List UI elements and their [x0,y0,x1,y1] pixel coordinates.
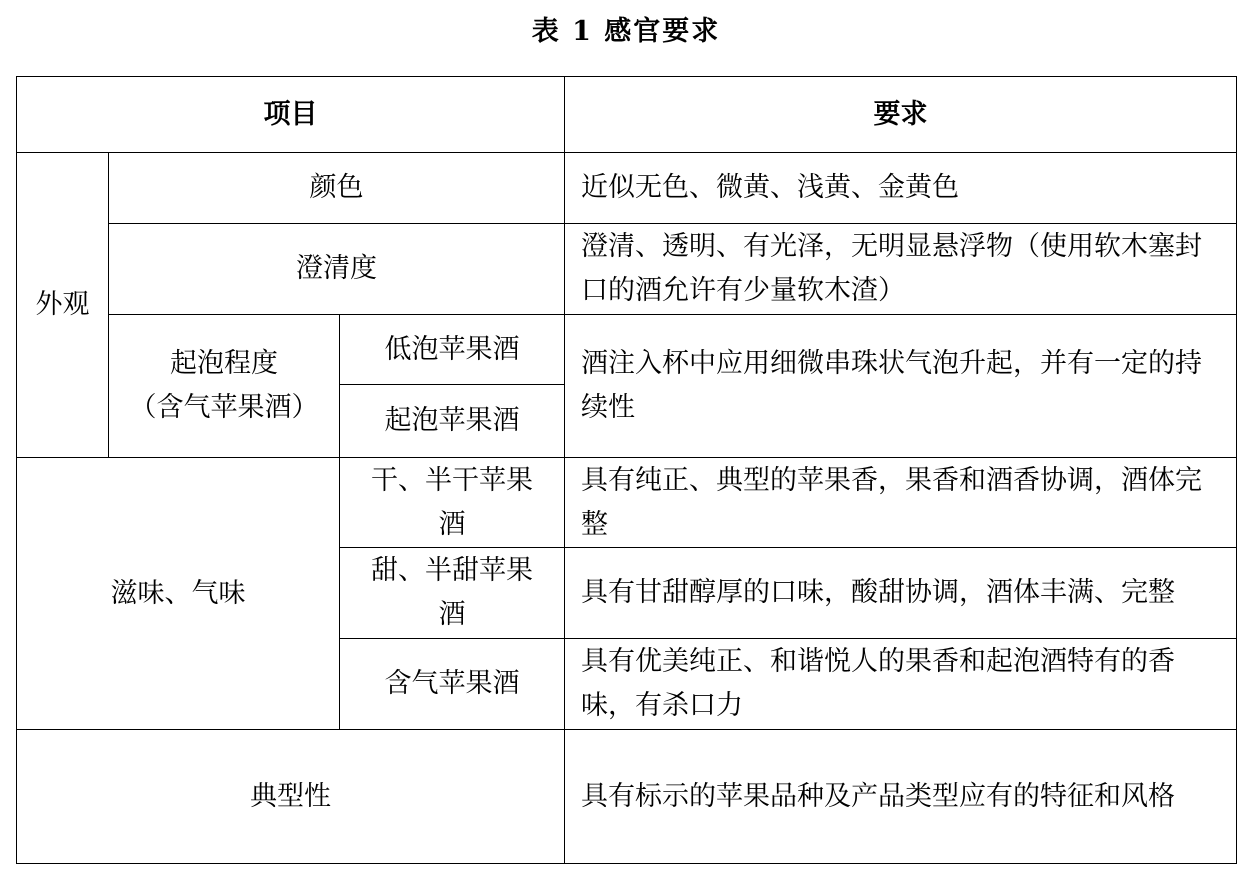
appearance-label: 外观 [17,153,109,458]
table-header-row [17,77,1237,153]
table-row [17,153,1237,224]
foaming-label-cell [109,315,340,458]
foaming-note: （含气苹果酒） [129,392,319,423]
carbonated-cider-requirement: 具有优美纯正、和谐悦人的果香和起泡酒特有的香味，有杀口力 [565,639,1237,730]
sensory-requirements-table [16,76,1237,864]
taste-label: 滋味、气味 [17,458,340,730]
color-label: 颜色 [109,153,565,224]
sweet-cider-requirement: 具有甘甜醇厚的口味，酸甜协调，酒体丰满、完整 [565,548,1237,639]
clarity-label: 澄清度 [109,224,565,315]
typicality-label: 典型性 [17,730,565,864]
low-foam-cider-label: 低泡苹果酒 [340,315,565,385]
clarity-requirement: 澄清、透明、有光泽，无明显悬浮物（使用软木塞封口的酒允许有少量软木渣） [565,224,1237,315]
table-row [17,730,1237,864]
table-row [17,315,1237,385]
foaming-label: 起泡程度 [170,348,278,379]
sweet-cider-label: 甜、半甜苹果酒 [340,548,565,639]
table-row [17,458,1237,548]
header-requirement: 要求 [565,77,1237,153]
header-item: 项目 [17,77,565,153]
color-requirement: 近似无色、微黄、浅黄、金黄色 [565,153,1237,224]
dry-cider-label: 干、半干苹果酒 [340,458,565,548]
carbonated-cider-label: 含气苹果酒 [340,639,565,730]
foaming-requirement: 酒注入杯中应用细微串珠状气泡升起，并有一定的持续性 [565,315,1237,458]
sparkling-cider-label: 起泡苹果酒 [340,385,565,458]
table-row [17,224,1237,315]
dry-cider-requirement: 具有纯正、典型的苹果香，果香和酒香协调，酒体完整 [565,458,1237,548]
typicality-requirement: 具有标示的苹果品种及产品类型应有的特征和风格 [565,730,1237,864]
table-title: 表 1 感官要求 [531,16,721,47]
